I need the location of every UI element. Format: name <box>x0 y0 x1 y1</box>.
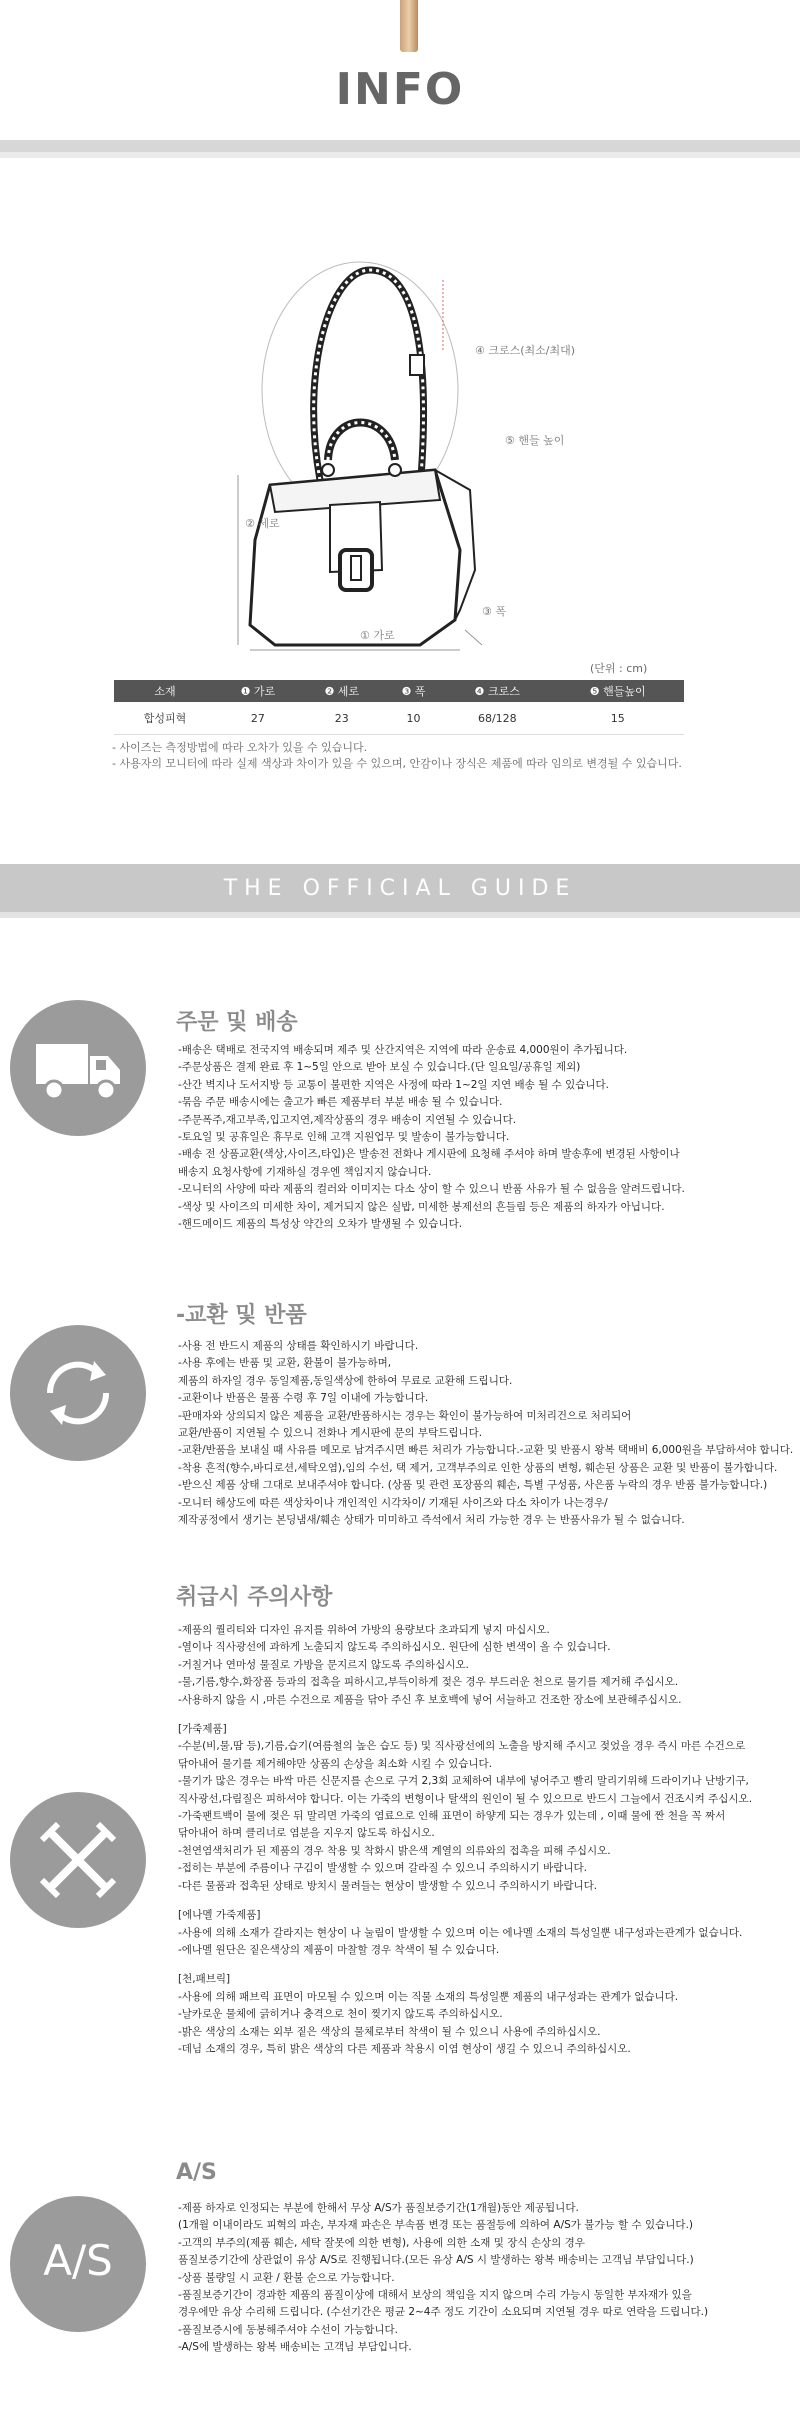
spec-header: ❷ 세로 <box>300 680 384 702</box>
unit-label: (단위 : cm) <box>590 662 648 675</box>
shipping-heading: 주문 및 배송 <box>176 1010 298 1035</box>
care-line: -수분(비,물,땀 등),기름,습기(여름철의 높은 습도 등) 및 직사광선에의 노출을 방지해 주시고 젖었을 경우 즉시 마른 수건으로 <box>178 1740 746 1753</box>
shipping-line: -색상 및 사이즈의 미세한 차이, 제거되지 않은 실밥, 미세한 봉제선의 흔들림 등은 제품의 하자가 아닙니다. <box>178 1200 665 1213</box>
exchange-line: 교환/반품이 지연될 수 있으니 전화나 게시판에 문의 부탁드립니다. <box>178 1427 483 1440</box>
care-spacer <box>178 1895 738 1907</box>
shipping-line: -주문폭주,재고부족,입고지연,제작상품의 경우 배송이 지연될 수 있습니다. <box>178 1113 517 1126</box>
spec-header: 소재 <box>114 680 216 702</box>
spec-cell: 10 <box>384 702 444 735</box>
exchange-line: -사용 후에는 반품 및 교환, 환불이 불가능하며, <box>178 1357 392 1370</box>
spec-header: ❺ 핸들높이 <box>551 680 684 702</box>
shipping-line: -토요일 및 공휴일은 휴무로 인해 고객 지원업무 및 발송이 불가능합니다. <box>178 1131 510 1144</box>
label-cross: ④ 크로스(최소/최대) <box>475 344 576 357</box>
care-line: -가죽팬트백이 물에 젖은 뒤 말리면 가죽의 염료으로 인해 표면이 하얗게 되는 경우가 있는데 , 이때 물에 짠 천을 꼭 짜서 <box>178 1810 726 1823</box>
info-divider-light <box>0 152 800 158</box>
care-line: 닦아내어 하며 클리너로 염분을 지우지 않도록 하십시오. <box>178 1827 435 1840</box>
spec-cell: 23 <box>300 702 384 735</box>
care-line: -사용에 의해 패브릭 표면이 마모될 수 있으며 이는 직물 소재의 특성일뿐 제품의 내구성과는 관계가 없습니다. <box>178 1990 679 2003</box>
care-line: -물,기름,향수,화장품 등과의 접촉을 피하시고,부득이하게 젖은 경우 부드러운 천으로 물기를 제거해 주십시오. <box>178 1676 679 1689</box>
spec-header: ❹ 크로스 <box>443 680 551 702</box>
as-line: 품질보증기간에 상관없이 유상 A/S로 진행됩니다.(모든 유상 A/S 시 발생하는 왕복 배송비는 고객님 부담입니다.) <box>178 2254 694 2267</box>
shipping-line: -배송 전 상품교환(색상,사이즈,타입)은 발송전 전화나 게시판에 요청해 주셔야 하며 발송후에 변경된 사항이나 <box>178 1148 680 1161</box>
care-circle <box>10 1792 146 1928</box>
cross-arrows-icon <box>10 1792 146 1928</box>
care-line: -물기가 많은 경우는 바싹 마른 신문지를 손으로 구겨 2,3회 교체하여 내부에 넣어주고 빨리 말리기위해 드라이기나 난방기구, <box>178 1775 749 1788</box>
exchange-line: -교환이나 반품은 물품 수령 후 7일 이내에 가능합니다. <box>178 1392 429 1405</box>
hanger-decoration <box>400 0 418 52</box>
spec-cell: 합성피혁 <box>114 702 216 735</box>
care-line: -데님 소재의 경우, 특히 밝은 색상의 다른 제품과 착용시 이염 현상이 생길 수 있으니 주의하십시오. <box>178 2042 631 2055</box>
care-line: -거칠거나 연마성 물질로 가방을 문지르지 않도록 주의하십시오. <box>178 1658 469 1671</box>
shipping-circle <box>10 1000 146 1136</box>
exchange-line: -착용 흔적(향수,바디로션,세탁오염),임의 수선, 택 제거, 고객부주의로 인한 상품의 변형, 훼손된 상품은 교환 및 반품이 불가합니다. <box>178 1461 778 1474</box>
as-line: -품질보증기간이 경과한 제품의 품질이상에 대해서 보상의 책임을 지지 않으며 수리 가능시 동일한 부자재가 있을 <box>178 2289 692 2302</box>
refresh-icon <box>10 1325 146 1461</box>
care-line: 직사광선,다림질은 피하셔야 합니다. 이는 가죽의 변형이나 탈색의 원인이 될 수 있으므로 반드시 그늘에서 건조시켜 주십시오. <box>178 1792 753 1805</box>
care-line: -다른 물품과 접촉된 상태로 방치시 물려들는 현상이 발생할 수 있으니 주의하시기 바랍니다. <box>178 1879 598 1892</box>
care-line: [에나멜 가죽제품] <box>178 1909 261 1922</box>
label-width: ① 가로 <box>360 629 395 642</box>
as-lines <box>178 2200 738 2357</box>
spec-header: ❸ 폭 <box>384 680 444 702</box>
exchange-line: -받으신 제품 상태 그대로 보내주셔야 합니다. (상품 및 관련 포장품의 훼손, 특별 구성품, 사은품 누락의 경우 반품 불가능합니다.) <box>178 1479 768 1492</box>
as-line: -고객의 부주의(제품 훼손, 세탁 잘못에 의한 변형), 사용에 의한 소재 및 장식 손상의 경우 <box>178 2236 585 2249</box>
care-line: -날카로운 물체에 긁히거나 충격으로 천이 찢기지 않도록 주의하십시오. <box>178 2008 503 2021</box>
bag-diagram <box>230 250 570 660</box>
shipping-line: -묶음 주문 배송시에는 출고가 빠른 제품부터 부분 배송 될 수 있습니다. <box>178 1096 503 1109</box>
note-line: - 사이즈는 측정방법에 따라 오차가 있을 수 있습니다. <box>112 741 368 754</box>
spec-cell: 68/128 <box>443 702 551 735</box>
size-notes <box>112 740 682 772</box>
guide-title: THE OFFICIAL GUIDE <box>223 876 577 901</box>
spec-row <box>114 702 684 735</box>
exchange-heading: -교환 및 반품 <box>176 1303 307 1328</box>
care-line: -열이나 직사광선에 과하게 노출되지 않도록 주의하십시오. 원단에 심한 변색이 올 수 있습니다. <box>178 1641 611 1654</box>
spec-table <box>114 680 684 735</box>
as-circle <box>10 2196 146 2332</box>
spec-header: ❶ 가로 <box>216 680 300 702</box>
as-line: -상품 불량일 시 교환 / 환불 순으로 가능합니다. <box>178 2271 395 2284</box>
care-line: -사용에 의해 소재가 갈라지는 현상이 나 눌림이 발생할 수 있으며 이는 에나멜 소재의 특성일뿐 내구성과는관계가 없습니다. <box>178 1926 743 1939</box>
as-line: -A/S에 발생하는 왕복 배송비는 고객님 부담입니다. <box>178 2341 412 2354</box>
care-line: -밝은 색상의 소재는 외부 짙은 색상의 물체로부터 착색이 될 수 있으니 사용에 주의하십시오. <box>178 2025 601 2038</box>
exchange-line: 제작공정에서 생기는 본딩냄새/훼손 상태가 미미하고 즉석에서 처리 가능한 경우 는 반품사유가 될 수 없습니다. <box>178 1514 685 1527</box>
label-height: ② 세로 <box>245 517 280 530</box>
care-line: [천,패브릭] <box>178 1973 231 1986</box>
spec-cell: 15 <box>551 702 684 735</box>
spec-header-row <box>114 680 684 702</box>
care-spacer <box>178 1709 738 1721</box>
care-line: -사용하지 않을 시 ,마른 수건으로 제품을 닦아 주신 후 보호백에 넣어 서늘하고 건조한 장소에 보관해주십시오. <box>178 1693 682 1706</box>
exchange-line: -교환/반품을 보내실 때 사유를 메모로 남겨주시면 빠른 처리가 가능합니다.-교환 및 반품시 왕복 택배비 6,000원을 부담하셔야 합니다. <box>178 1444 794 1457</box>
care-lines <box>178 1622 753 2058</box>
exchange-circle <box>10 1325 146 1461</box>
note-line: - 사용자의 모니터에 따라 실제 색상과 차이가 있을 수 있으며, 안감이나 장식은 제품에 따라 임의로 변경될 수 있습니다. <box>112 757 682 770</box>
care-line: -천연염색처리가 된 제품의 경우 착용 및 착화시 밝은색 계열의 의류와의 접촉을 피해 주십시오. <box>178 1844 611 1857</box>
shipping-line: -핸드메이드 제품의 특성상 약간의 오차가 발생될 수 있습니다. <box>178 1218 463 1231</box>
info-divider <box>0 140 800 152</box>
as-line: -품질보증시에 동봉해주셔야 수선이 가능합니다. <box>178 2323 398 2336</box>
as-text-icon: A/S <box>43 2236 113 2285</box>
shipping-line: -산간 벽지나 도서지방 등 교통이 불편한 지역은 사정에 따라 1~2일 지연 배송 될 수 있습니다. <box>178 1078 610 1091</box>
exchange-line: -모니터 해상도에 따른 색상차이나 개인적인 시각차이/ 기재된 사이즈와 다소 차이가 나는경우/ <box>178 1496 608 1509</box>
as-line: (1개월 이내이라도 피혁의 파손, 부자재 파손은 부속품 변경 또는 품절등에 의하여 A/S가 불가능 할 수 있습니다.) <box>178 2219 694 2232</box>
guide-divider <box>0 912 800 918</box>
as-line: -제품 하자로 인정되는 부분에 한해서 무상 A/S가 품질보증기간(1개월)동안 제공됩니다. <box>178 2202 579 2214</box>
shipping-line: -주문상품은 결제 완료 후 1~5일 안으로 받아 보실 수 있습니다.(단 일요일/공휴일 제외) <box>178 1061 581 1074</box>
care-line: [가죽제품] <box>178 1723 227 1736</box>
label-handle: ⑤ 핸들 높이 <box>505 434 565 447</box>
shipping-line: 배송지 요청사항에 기재하실 경우엔 책임지지 않습니다. <box>178 1165 432 1178</box>
truck-icon <box>10 1000 146 1136</box>
exchange-line: -판매자와 상의되지 않은 제품을 교환/반품하시는 경우는 확인이 불가능하여 미처리건으로 처리되어 <box>178 1409 632 1422</box>
label-depth: ③ 폭 <box>482 605 506 618</box>
shipping-line: -배송은 택배로 전국지역 배송되며 제주 및 산간지역은 지역에 따라 운송료 4,000원이 추가됩니다. <box>178 1044 628 1056</box>
care-heading: 취급시 주의사항 <box>176 1585 333 1610</box>
as-heading: A/S <box>176 2160 217 2185</box>
care-line: -에나멜 원단은 짙은색상의 제품이 마찰할 경우 착색이 될 수 있습니다. <box>178 1943 500 1956</box>
care-spacer <box>178 1959 738 1971</box>
as-line: 경우에만 유상 수리해 드립니다. (수선기간은 평균 2~4주 정도 기간이 소요되며 지연될 경우 따로 연락을 드립니다.) <box>178 2306 709 2319</box>
exchange-line: -사용 전 반드시 제품의 상태를 확인하시기 바랍니다. <box>178 1340 419 1352</box>
care-line: 닦아내어 물기를 제거해야만 상품의 손상을 최소화 시킬 수 있습니다. <box>178 1757 493 1770</box>
info-title: INFO <box>335 64 465 115</box>
care-line: -접히는 부분에 주름이나 구김이 발생할 수 있으며 갈라질 수 있으니 주의하시기 바랍니다. <box>178 1862 587 1875</box>
spec-cell: 27 <box>216 702 300 735</box>
shipping-lines <box>178 1042 738 1233</box>
exchange-line: 제품의 하자일 경우 동일제품,동일색상에 한하여 무료로 교환해 드립니다. <box>178 1374 513 1387</box>
exchange-lines <box>178 1338 794 1529</box>
shipping-line: -모니터의 사양에 따라 제품의 컬러와 이미지는 다소 상이 할 수 있으니 반품 사유가 될 수 없음을 알려드립니다. <box>178 1183 685 1196</box>
care-line: -제품의 퀄리티와 디자인 유지를 위하여 가방의 용량보다 초과되게 넣지 마십시오. <box>178 1624 550 1636</box>
